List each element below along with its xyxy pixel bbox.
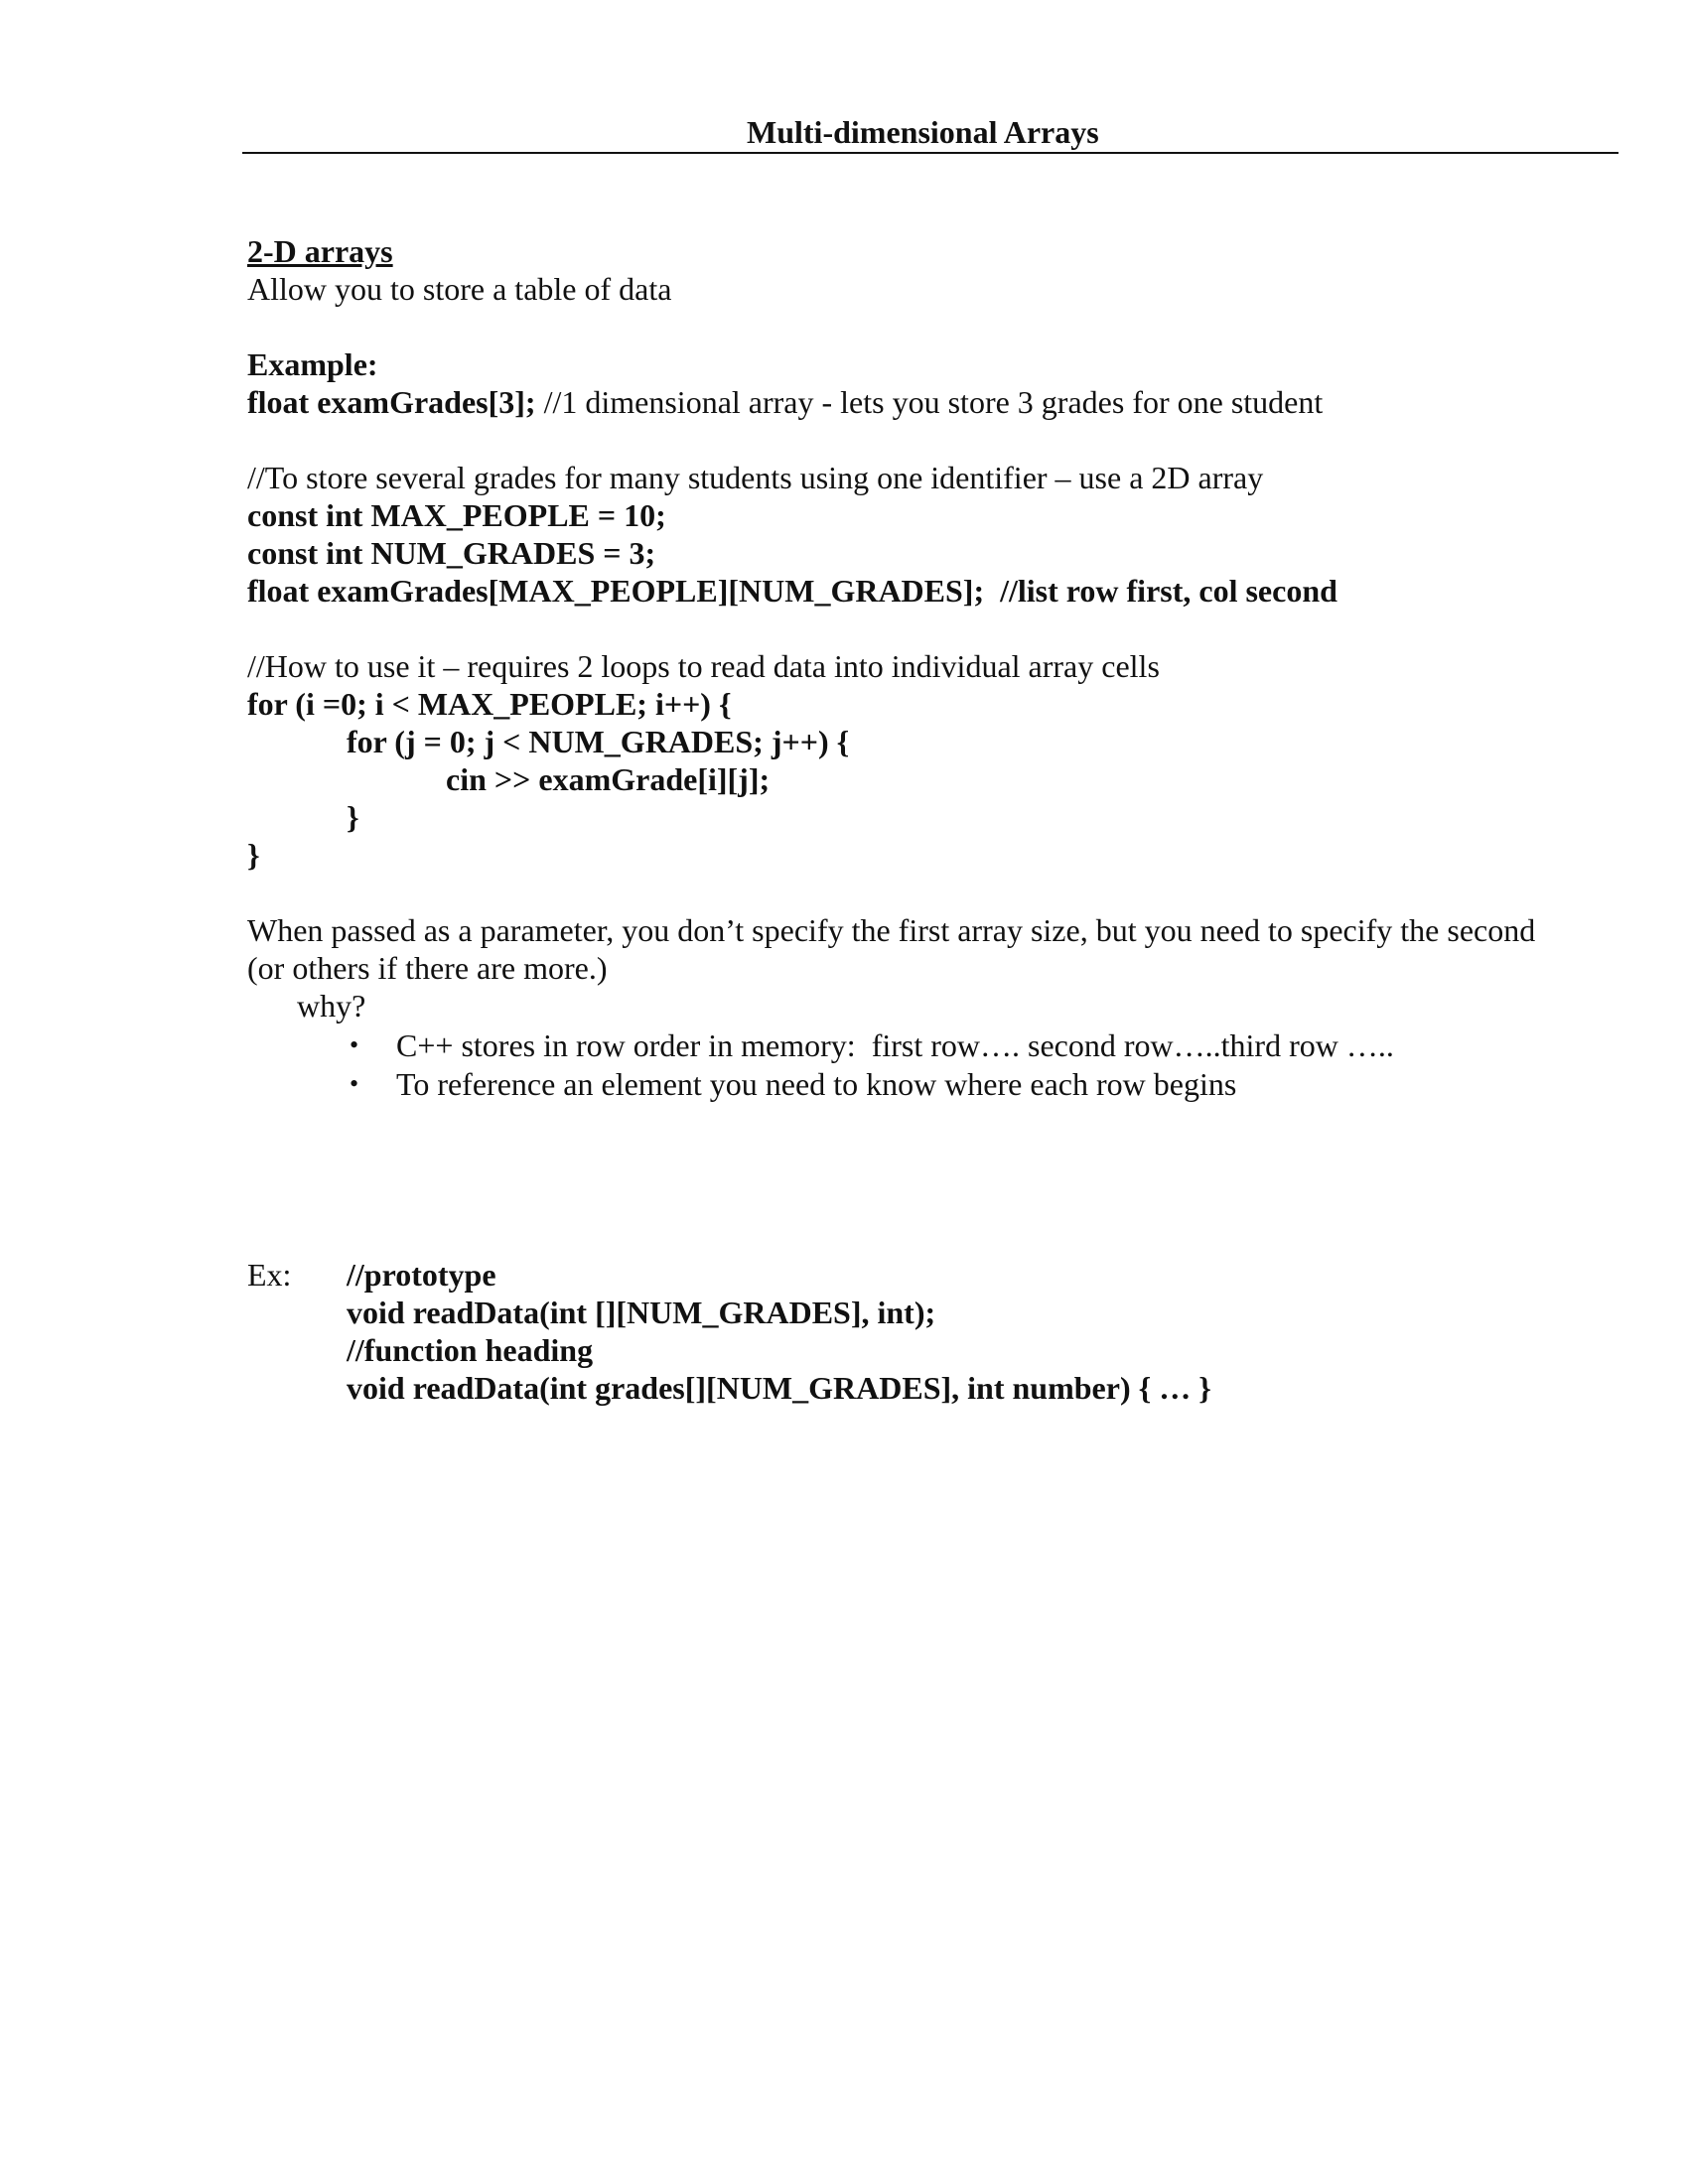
page-title: Multi-dimensional Arrays xyxy=(747,114,1099,150)
block2-code-1: const int MAX_PEOPLE = 10; xyxy=(247,497,666,533)
example-line-1 xyxy=(247,386,1323,418)
loop-statement: cin >> examGrade[i][j]; xyxy=(446,761,771,797)
heading-comment: //function heading xyxy=(347,1332,594,1368)
prototype-comment: //prototype xyxy=(347,1257,496,1293)
code-text: float examGrades[3]; xyxy=(247,384,536,420)
param-why: why? xyxy=(297,988,366,1024)
bullet-item: C++ stores in row order in memory: first row…. second row…..third row ….. xyxy=(396,1027,1394,1063)
example-label: Example: xyxy=(247,346,378,382)
section-heading: 2-D arrays xyxy=(247,233,393,269)
bullet-icon: • xyxy=(350,1030,359,1059)
outer-close-brace: } xyxy=(247,837,260,873)
heading-code: void readData(int grades[][NUM_GRADES], int number) { … } xyxy=(347,1370,1211,1406)
inner-loop: for (j = 0; j < NUM_GRADES; j++) { xyxy=(347,724,850,759)
section-intro: Allow you to store a table of data xyxy=(247,271,672,307)
bullet-icon: • xyxy=(350,1069,359,1098)
outer-loop: for (i =0; i < MAX_PEOPLE; i++) { xyxy=(247,686,732,722)
inner-close-brace: } xyxy=(347,799,359,835)
param-line-1: When passed as a parameter, you don’t specify the first array size, but you need to specify the second xyxy=(247,912,1536,948)
comment-text: //1 dimensional array - lets you store 3 grades for one student xyxy=(535,384,1324,420)
header-rule xyxy=(242,152,1618,154)
ex-label: Ex: xyxy=(247,1257,292,1293)
param-line-2: (or others if there are more.) xyxy=(247,950,608,986)
block2-code-2: const int NUM_GRADES = 3; xyxy=(247,535,656,571)
block2-code-3: float examGrades[MAX_PEOPLE][NUM_GRADES]; //list row first, col second xyxy=(247,573,1337,609)
block3-comment: //How to use it – requires 2 loops to read data into individual array cells xyxy=(247,648,1160,684)
prototype-code: void readData(int [][NUM_GRADES], int); xyxy=(347,1295,936,1330)
block2-comment: //To store several grades for many students using one identifier – use a 2D array xyxy=(247,460,1264,495)
bullet-item: To reference an element you need to know where each row begins xyxy=(396,1066,1237,1102)
